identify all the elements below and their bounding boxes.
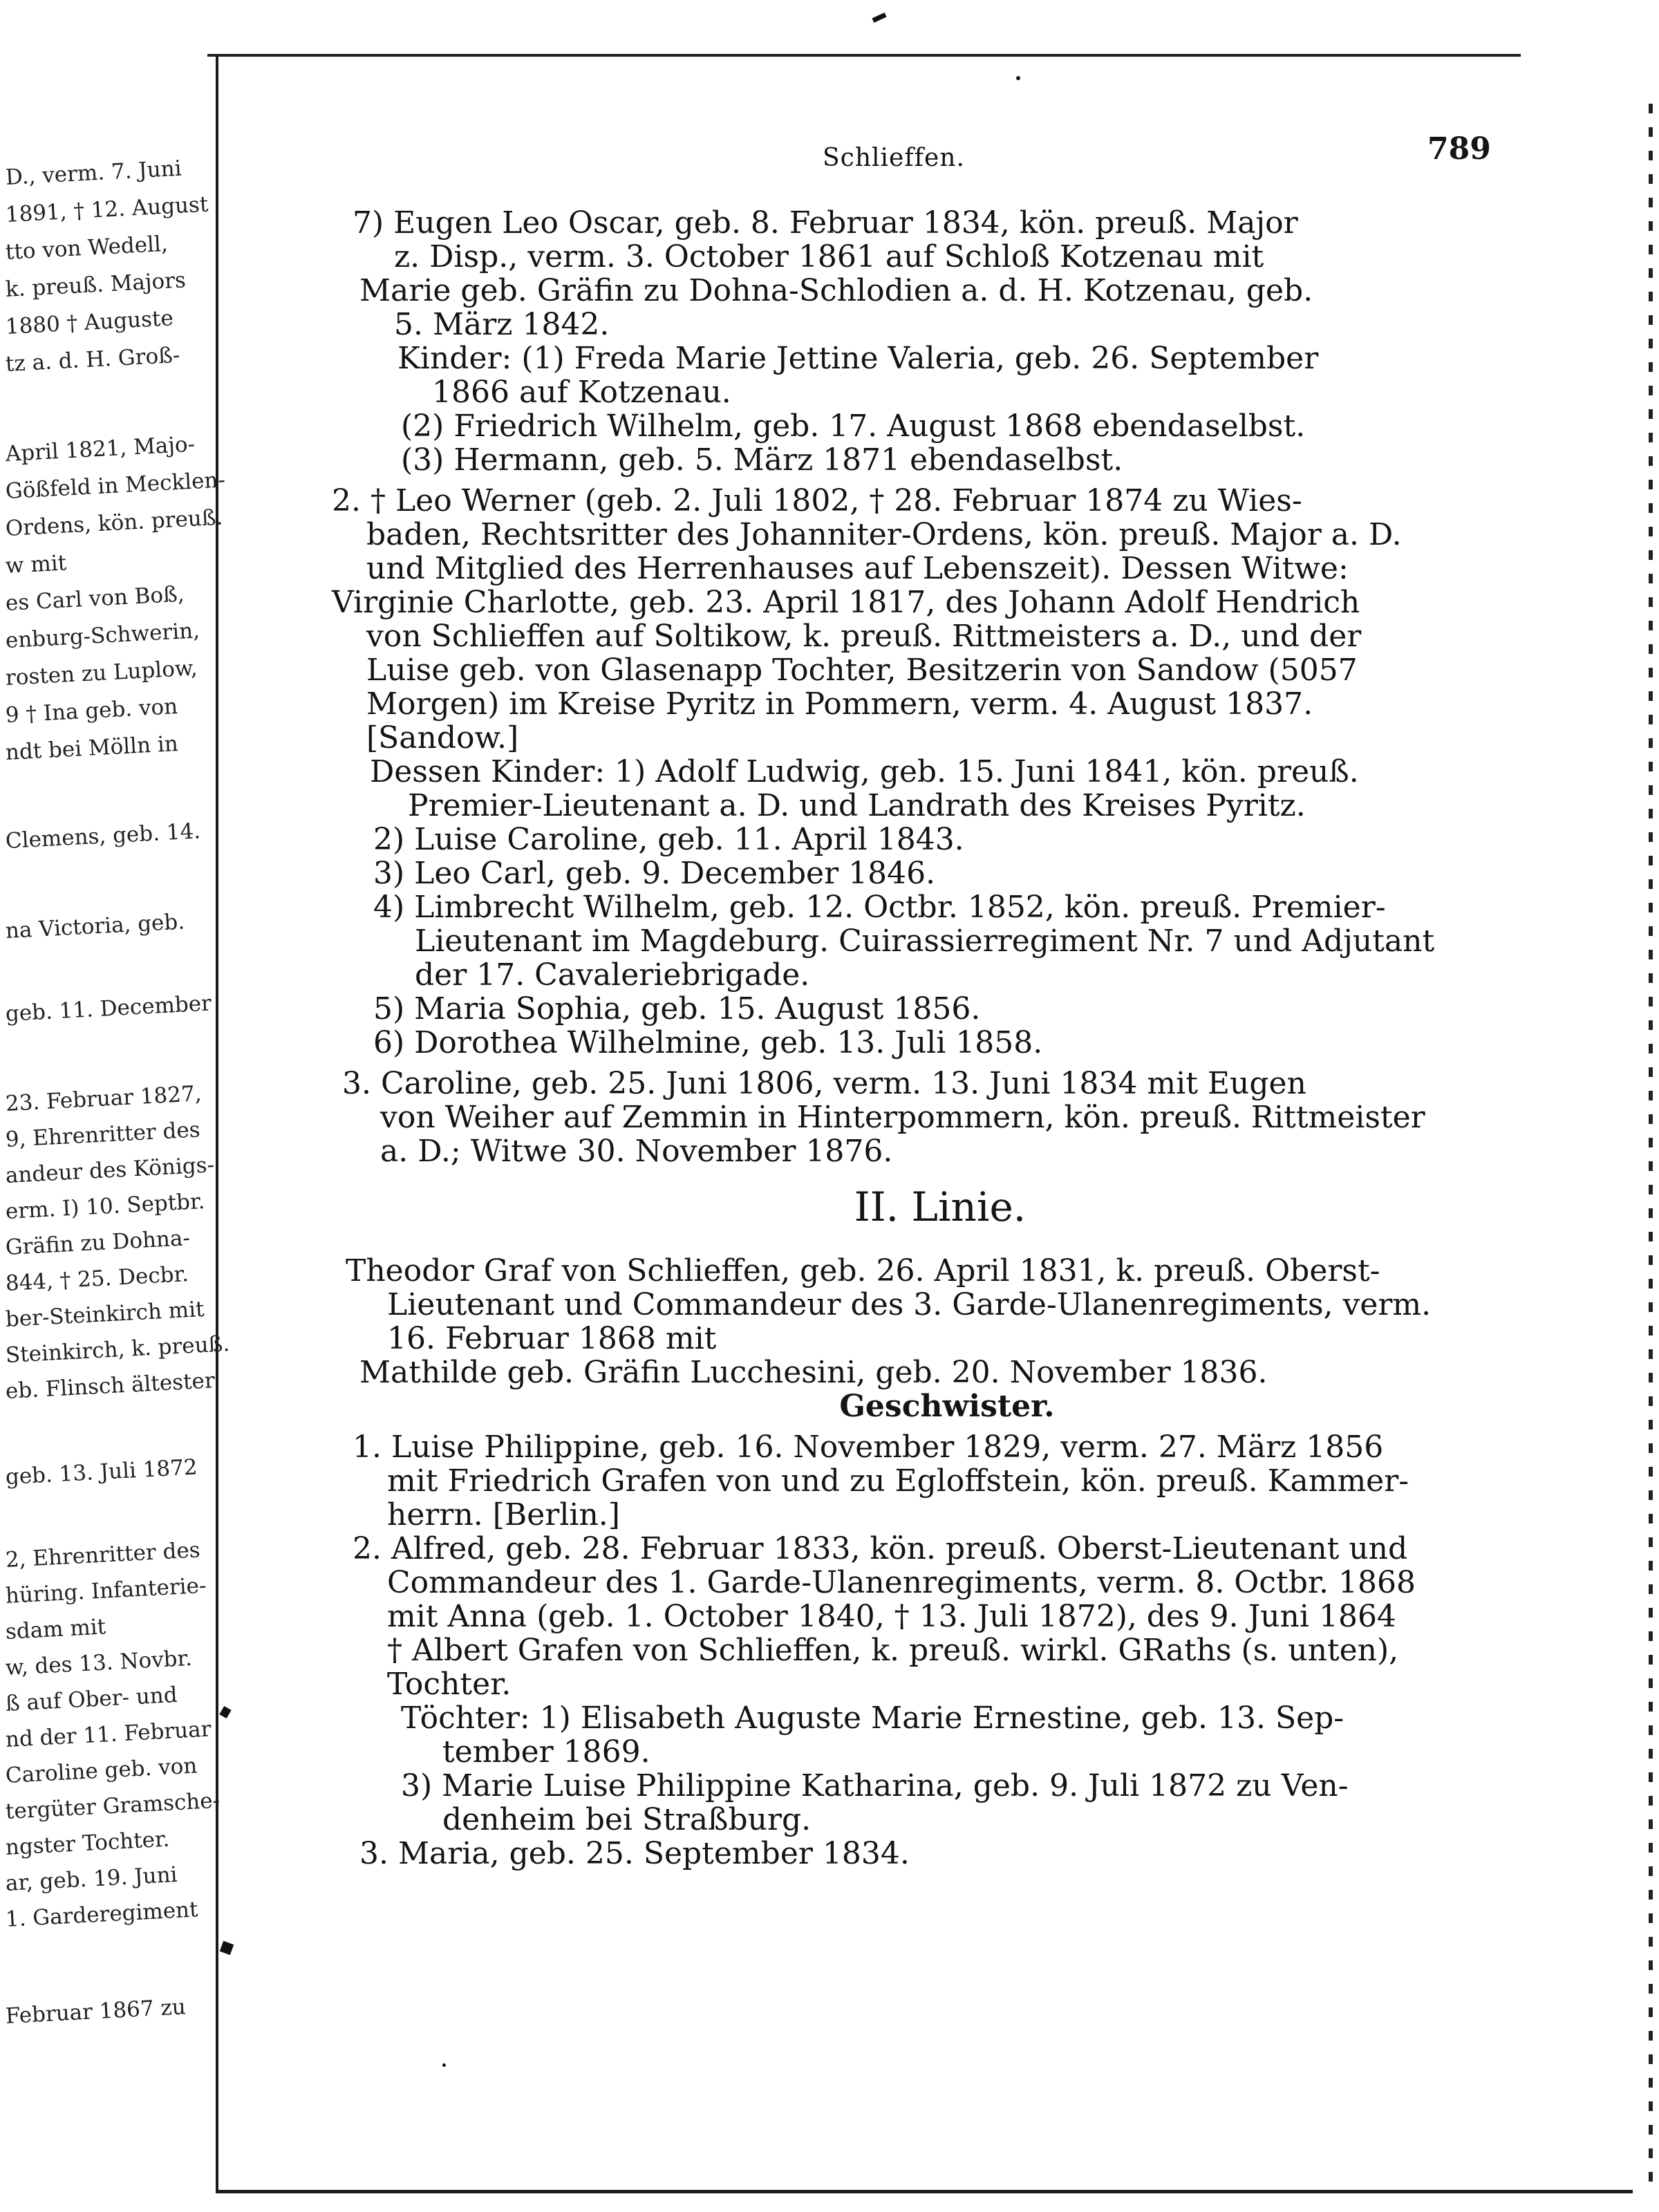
text-line: baden, Rechtsritter des Johanniter-Ordens, kön. preuß. Major a. D.	[366, 517, 1402, 552]
text-line: Töchter: 1) Elisabeth Auguste Marie Ernestine, geb. 13. Sep-	[401, 1700, 1344, 1736]
text-line: 4) Limbrecht Wilhelm, geb. 12. Octbr. 1852, kön. preuß. Premier-	[373, 890, 1386, 925]
text-line: Theodor Graf von Schlieffen, geb. 26. April 1831, k. preuß. Oberst-	[346, 1253, 1380, 1288]
text-line: 1866 auf Kotzenau.	[432, 375, 731, 410]
fragment-line: Steinkirch, k. preuß.	[5, 1331, 231, 1368]
text-line: Lieutenant und Commandeur des 3. Garde-Ulanenregiments, verm.	[387, 1287, 1432, 1322]
running-title: Schlieffen.	[823, 144, 965, 172]
page-body	[332, 206, 1521, 1871]
text-line: Dessen Kinder: 1) Adolf Ludwig, geb. 15. Juni 1841, kön. preuß.	[370, 754, 1359, 789]
text-line: 5) Maria Sophia, geb. 15. August 1856.	[373, 991, 981, 1027]
fragment-line: 9, Ehrenritter des	[5, 1117, 201, 1152]
text-line: † Albert Grafen von Schlieffen, k. preuß. wirkl. GRaths (s. unten),	[387, 1633, 1399, 1668]
text-line: Premier-Lieutenant a. D. und Landrath des Kreises Pyritz.	[408, 788, 1306, 823]
fragment-line: ar, geb. 19. Juni	[5, 1862, 178, 1896]
text-line: 5. März 1842.	[394, 307, 610, 342]
fragment-line: 1. Garderegiment	[5, 1897, 199, 1932]
fragment-line: k. preuß. Majors	[5, 268, 187, 302]
fragment-line: Caroline geb. von	[5, 1753, 198, 1788]
section-heading: II. Linie.	[854, 1183, 1027, 1230]
text-line: (3) Hermann, geb. 5. März 1871 ebendaselbst.	[401, 442, 1123, 478]
text-line: 3) Leo Carl, geb. 9. December 1846.	[373, 856, 936, 891]
fragment-line: 9 † Ina geb. von	[5, 693, 178, 728]
text-line: Tochter.	[387, 1667, 512, 1702]
fragment-line: D., verm. 7. Juni	[5, 156, 182, 190]
page-bottom-rule	[216, 2190, 1633, 2193]
text-line: 3. Maria, geb. 25. September 1834.	[359, 1836, 910, 1871]
fragment-line: hüring. Infanterie-	[5, 1573, 207, 1609]
scan-speck	[219, 1706, 231, 1718]
text-line: mit Friedrich Grafen von und zu Egloffstein, kön. preuß. Kammer-	[387, 1463, 1409, 1499]
page-right-edge	[1649, 104, 1653, 2191]
fragment-line: w, des 13. Novbr.	[5, 1645, 193, 1680]
fragment-line: ngster Tochter.	[5, 1826, 171, 1860]
page-number: 789	[1427, 131, 1491, 167]
text-line: 16. Februar 1868 mit	[387, 1321, 717, 1356]
fragment-line: tergüter Gramsche-	[5, 1788, 221, 1824]
text-line: von Weiher auf Zemmin in Hinterpommern, kön. preuß. Rittmeister	[380, 1100, 1425, 1135]
text-line: [Sandow.]	[366, 720, 519, 756]
text-line: Marie geb. Gräfin zu Dohna-Schlodien a. d. H. Kotzenau, geb.	[359, 273, 1313, 308]
text-line: z. Disp., verm. 3. October 1861 auf Schloß Kotzenau mit	[394, 239, 1264, 274]
fragment-line: w mit	[5, 550, 67, 579]
fragment-line: es Carl von Boß,	[5, 581, 185, 616]
text-line: 3) Marie Luise Philippine Katharina, geb. 9. Juli 1872 zu Ven-	[401, 1768, 1349, 1803]
fragment-line: ß auf Ober- und	[5, 1682, 178, 1716]
text-line: von Schlieffen auf Soltikow, k. preuß. Rittmeisters a. D., und der	[366, 619, 1362, 654]
text-line: Commandeur des 1. Garde-Ulanenregiments, verm. 8. Octbr. 1868	[387, 1565, 1416, 1600]
fragment-line: enburg-Schwerin,	[5, 618, 200, 653]
fragment-line: na Victoria, geb.	[5, 909, 185, 944]
text-line: Kinder: (1) Freda Marie Jettine Valeria, geb. 26. September	[397, 341, 1319, 376]
scan-speck	[220, 1941, 234, 1956]
text-line: a. D.; Witwe 30. November 1876.	[380, 1134, 893, 1169]
scan-speck	[1016, 76, 1020, 80]
text-line: 2) Luise Caroline, geb. 11. April 1843.	[373, 822, 964, 857]
text-line: 1. Luise Philippine, geb. 16. November 1829, verm. 27. März 1856	[353, 1430, 1384, 1465]
text-line: herrn. [Berlin.]	[387, 1497, 620, 1533]
fragment-line: Ordens, kön. preuß.	[5, 505, 224, 541]
text-line: 7) Eugen Leo Oscar, geb. 8. Februar 1834, kön. preuß. Major	[353, 205, 1298, 241]
fragment-line: erm. I) 10. Septbr.	[5, 1188, 206, 1224]
fragment-line: Gräfin zu Dohna-	[5, 1226, 191, 1260]
fragment-line: April 1821, Majo-	[5, 431, 196, 467]
fragment-line: geb. 11. December	[5, 991, 212, 1027]
text-line: 6) Dorothea Wilhelmine, geb. 13. Juli 1858.	[373, 1025, 1043, 1060]
fragment-line: 1880 † Auguste	[5, 306, 174, 339]
text-line: denheim bei Straßburg.	[442, 1802, 812, 1837]
text-line: tember 1869.	[442, 1734, 650, 1770]
fragment-line: tto von Wedell,	[5, 231, 169, 265]
fragment-line: eb. Flinsch ältester	[5, 1368, 216, 1404]
fragment-line: 23. Februar 1827,	[5, 1081, 203, 1116]
text-line: 2. † Leo Werner (geb. 2. Juli 1802, † 28. Februar 1874 zu Wies-	[332, 483, 1302, 518]
fragment-line: 844, † 25. Decbr.	[5, 1262, 189, 1296]
text-line: Virginie Charlotte, geb. 23. April 1817, des Johann Adolf Hendrich	[332, 585, 1360, 620]
subheading: Geschwister.	[839, 1389, 1055, 1424]
fragment-line: nd der 11. Februar	[5, 1716, 212, 1752]
fragment-line: rosten zu Luplow,	[5, 655, 198, 691]
fragment-line: Gößfeld in Mecklen-	[5, 467, 226, 504]
fragment-line: tz a. d. H. Groß-	[5, 342, 181, 377]
text-line: 2. Alfred, geb. 28. Februar 1833, kön. preuß. Oberst-Lieutenant und	[353, 1531, 1408, 1566]
text-line: Luise geb. von Glasenapp Tochter, Besitzerin von Sandow (5057	[366, 653, 1358, 688]
fragment-line: Februar 1867 zu	[5, 1994, 187, 2029]
page-left-rule	[216, 55, 218, 2191]
fragment-line: sdam mit	[5, 1614, 107, 1644]
fragment-line: ndt bei Mölln in	[5, 731, 179, 765]
fragment-line: 2, Ehrenritter des	[5, 1537, 201, 1573]
scan-speck	[442, 2063, 446, 2067]
adjacent-page-fragment	[0, 156, 231, 2115]
scan-speck	[872, 12, 886, 23]
text-line: mit Anna (geb. 1. October 1840, † 13. Juli 1872), des 9. Juni 1864	[387, 1599, 1396, 1634]
page-header	[0, 131, 1659, 180]
page-top-rule	[207, 54, 1521, 57]
text-line: (2) Friedrich Wilhelm, geb. 17. August 1868 ebendaselbst.	[401, 409, 1306, 444]
text-line: der 17. Cavaleriebrigade.	[415, 957, 810, 993]
text-line: Lieutenant im Magdeburg. Cuirassierregiment Nr. 7 und Adjutant	[415, 924, 1435, 959]
text-line: Mathilde geb. Gräfin Lucchesini, geb. 20. November 1836.	[359, 1355, 1268, 1390]
fragment-line: andeur des Königs-	[5, 1152, 215, 1188]
fragment-line: ber-Steinkirch mit	[5, 1296, 205, 1332]
text-line: 3. Caroline, geb. 25. Juni 1806, verm. 13. Juni 1834 mit Eugen	[342, 1066, 1306, 1101]
fragment-line: geb. 13. Juli 1872	[5, 1454, 198, 1490]
text-line: und Mitglied des Herrenhauses auf Lebenszeit). Dessen Witwe:	[366, 551, 1349, 586]
text-line: Morgen) im Kreise Pyritz in Pommern, verm. 4. August 1837.	[366, 686, 1313, 722]
fragment-line: Clemens, geb. 14.	[5, 818, 201, 854]
fragment-line: 1891, † 12. August	[5, 191, 209, 227]
